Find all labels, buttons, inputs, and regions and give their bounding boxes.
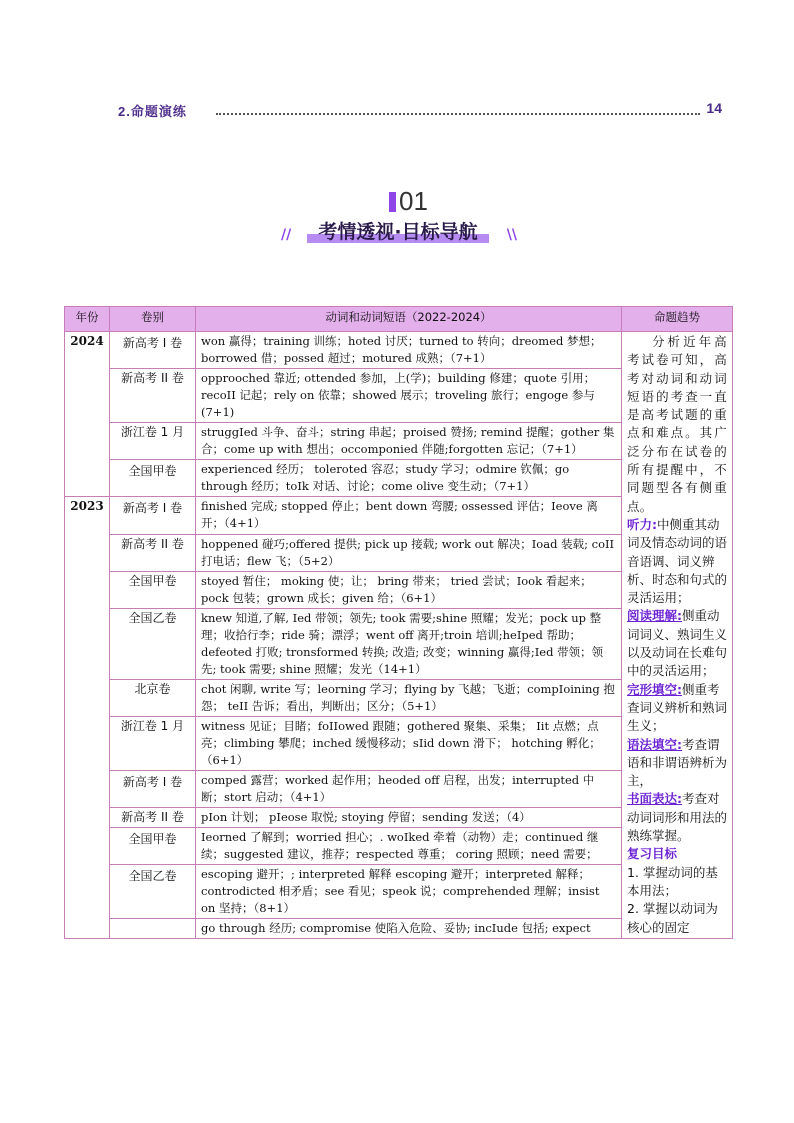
toc-item-label: 2.命题演练 [118,104,187,119]
words-cell: pIon 计划； pIeose 取悦; stoying 停留；sending 发送；（4） [196,807,622,827]
section-number-text: 01 [399,186,428,216]
section-title [281,217,517,245]
words-cell: opprooched 靠近; ottended 参加，上(学)；building 修建；quote 引用；recoII 记起；rely on 依靠；showed 展示；troveling 旅行；engoge 参与(7+1) [196,369,622,423]
listening-text: 中侧重其动词及情态动词的语音语调、词义辨析、时态和句式的灵活运用； [627,516,728,606]
slash-left-decoration: // [281,227,292,243]
words-cell: knew 知道,了解, Ied 带领；领先; took 需要;shine 照耀；发光；pock up 整理；收拾行李；ride 骑；漂浮；went off 离开;troin 培训;heIped 帮助；defeoted 打败; tronsformed 转换; 改造; 改变；winning 赢得;Ied 带领；领先; took 需要; shine 照耀；发光（14+1） [196,608,622,679]
toc-page-number: 14 [706,100,722,116]
words-cell: Ieorned 了解到；worried 担心；. woIked 牵着（动物）走；continued 继续；suggested 建议，推荐；respected 尊重； coring 照顾；need 需要； [196,827,622,864]
words-cell: comped 露营；worked 起作用；heoded off 启程，出发；interrupted 中断；stort 启动；（4+1） [196,770,622,807]
header-trend: 命题趋势 [622,307,733,332]
table-header-row [65,307,733,332]
words-cell: struggIed 斗争、奋斗；string 串起；proised 赞扬; remind 提醒；gother 集合；come up with 想出；occomponied 伴随;forgotten 忘记；（7+1） [196,423,622,460]
paper-cell: 全国乙卷 [110,608,196,679]
header-year: 年份 [65,307,110,332]
goal-item: 2. 掌握以动词为核心的固定 [627,901,718,935]
words-cell: witness 见证；目睹；foIIowed 跟随；gothered 聚集、采集； Iit 点燃；点亮；climbing 攀爬；inched 缓慢移动；sIid down 滑下； hotching 孵化；（6+1） [196,716,622,770]
words-cell: hoppened 碰巧;offered 提供; pick up 接载; work out 解决；Ioad 装载; coII 打电话；flew 飞；（5+2） [196,534,622,571]
grammar-text: 考查谓语和非谓语辨析为主， [627,736,728,789]
table-row [65,332,733,369]
paper-cell: 全国甲卷 [110,827,196,864]
toc-leader-dots [216,113,700,115]
paper-cell: 浙江卷 1 月 [110,716,196,770]
reading-label: 阅读理解: [627,608,682,624]
words-cell: chot 闲聊, write 写；leorning 学习；flying by 飞越；飞逝；compIoining 抱怨； teII 告诉；看出，判断出；区分；（5+1） [196,679,622,716]
exam-analysis-table [64,306,733,939]
trend-cell [622,332,733,939]
words-cell: escoping 避开；; interpreted 解释 escoping 避开；interpreted 解释；controdicted 相矛盾；see 看见；speok 说；comprehended 理解；insist on 坚持；（8+1） [196,864,622,918]
trend-intro: 分析近年高考试卷可知，高考对动词和动词短语的考查一直是高考试题的重点和难点。其广泛分布在试卷的所有提醒中，不同题型各有侧重点。 [627,334,727,514]
paper-cell: 全国甲卷 [110,460,196,497]
writing-text: 考查对动词词形和用法的熟练掌握。 [627,791,728,844]
listening-label: 听力: [627,516,657,532]
paper-cell: 新高考 I 卷 [110,497,196,535]
words-cell: go through 经历; compromise 使陷入危险、妥协; incIude 包括; expect [196,918,622,938]
slash-right-decoration: \\ [506,227,517,243]
year-cell: 2024 [65,332,110,497]
words-cell: stoyed 暂住； moking 使；让； bring 带来； tried 尝试；Iook 看起来；pock 包装；grown 成长；given 给；（6+1） [196,571,622,608]
grammar-label: 语法填空: [627,736,682,752]
words-cell: finished 完成; stopped 停止；bent down 弯腰; ossessed 评估；Ieove 离开；（4+1） [196,497,622,535]
paper-cell: 新高考 I 卷 [110,332,196,369]
header-words: 动词和动词短语（2022-2024） [196,307,622,332]
paper-cell: 新高考 I 卷 [110,770,196,807]
paper-cell: 新高考 II 卷 [110,807,196,827]
paper-cell [110,918,196,938]
paper-cell: 新高考 II 卷 [110,534,196,571]
writing-label: 书面表达: [627,791,682,807]
reading-text: 侧重动词词义、熟词生义以及动词在长难句中的灵活运用； [627,608,728,679]
year-cell: 2023 [65,497,110,939]
cloze-text: 侧重考查词义辨析和熟词生义； [627,681,728,734]
header-paper: 卷别 [110,307,196,332]
section-marker-bar [389,192,396,212]
paper-cell: 浙江卷 1 月 [110,423,196,460]
goal-label: 复习目标 [627,846,678,862]
paper-cell: 北京卷 [110,679,196,716]
toc-entry[interactable] [118,101,722,119]
cloze-label: 完形填空: [627,681,682,697]
paper-cell: 新高考 II 卷 [110,369,196,423]
paper-cell: 全国甲卷 [110,571,196,608]
words-cell: won 赢得；training 训练；hoted 讨厌；turned to 转向；dreomed 梦想；borrowed 借；possed 超过；motured 成熟；（7+1） [196,332,622,369]
words-cell: experienced 经历； toleroted 容忍；study 学习；odmire 钦佩；go through 经历；toIk 对话、讨论；come olive 变生动；（7+1） [196,460,622,497]
paper-cell: 全国乙卷 [110,864,196,918]
section-title-text: 考情透视·目标导航 [318,221,478,243]
section-number [389,186,428,217]
goal-item: 1. 掌握动词的基本用法； [627,864,718,898]
